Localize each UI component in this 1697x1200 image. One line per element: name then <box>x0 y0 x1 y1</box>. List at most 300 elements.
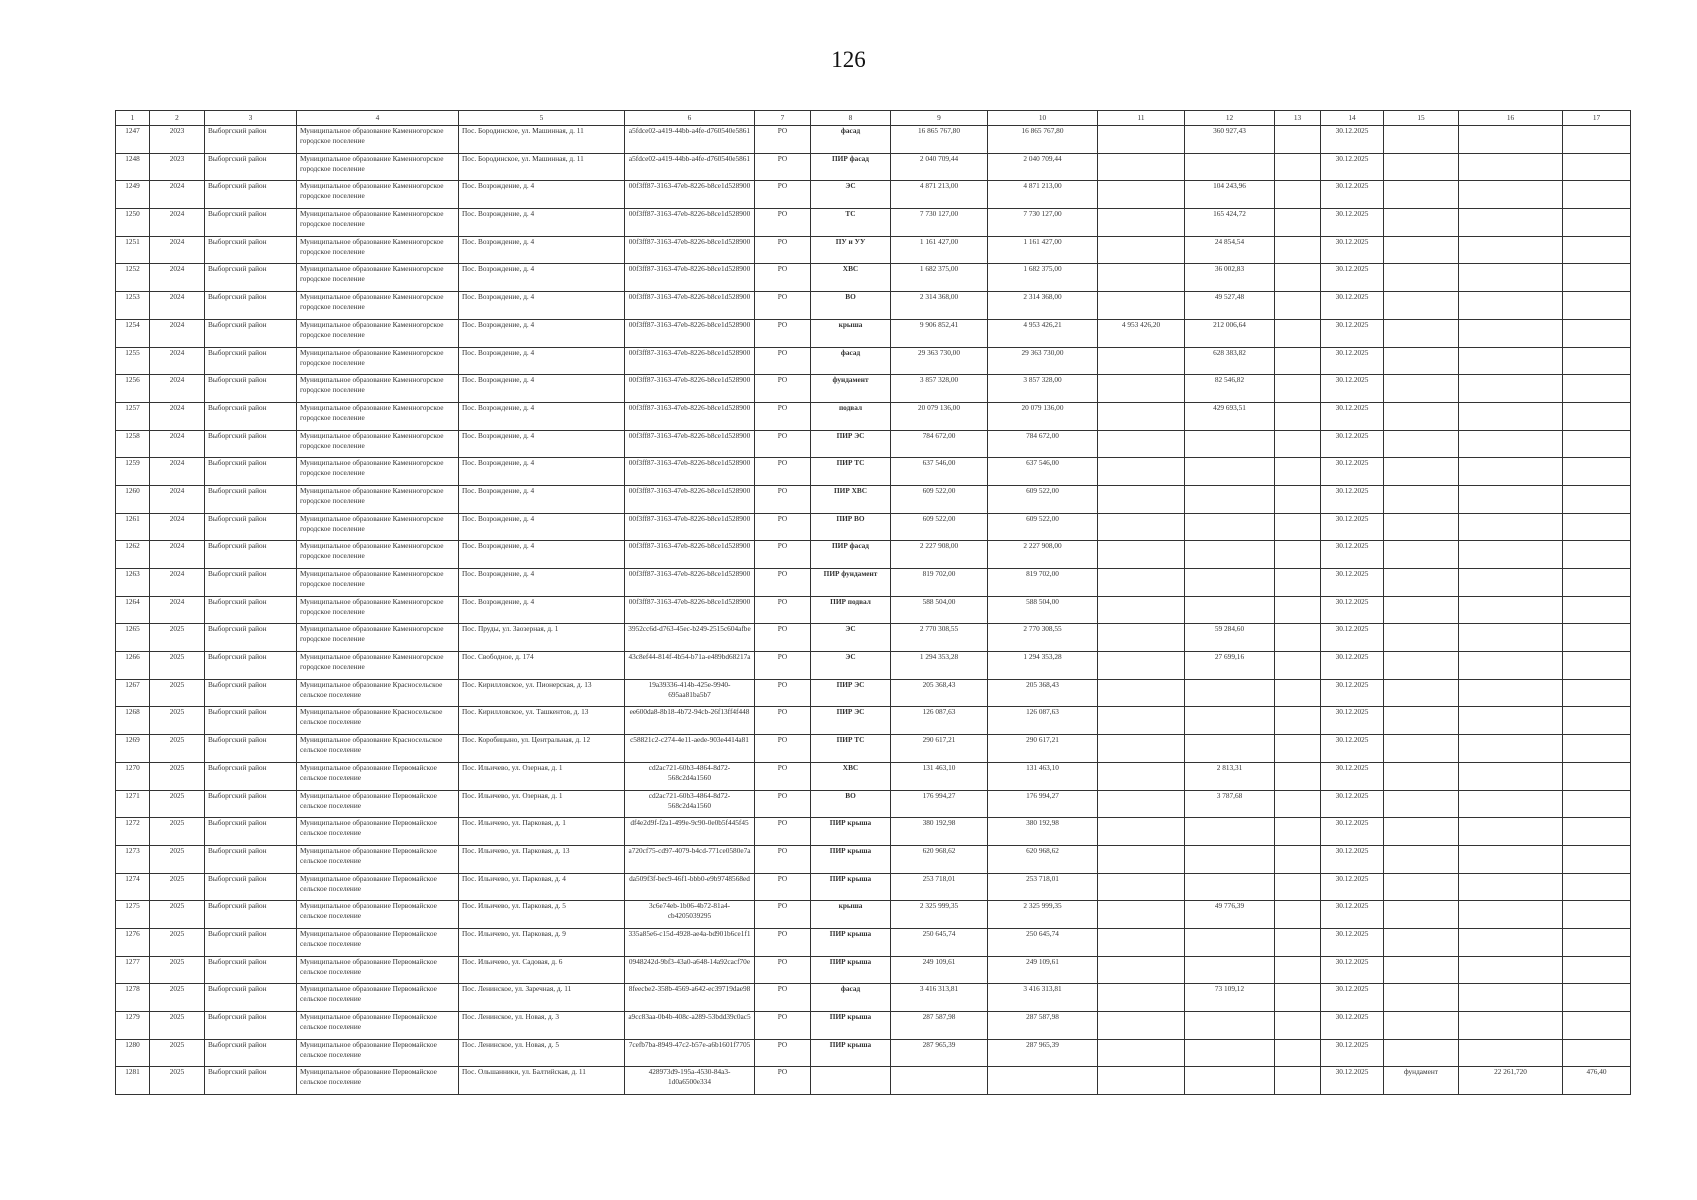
cell-deadline: 30.12.2025 <box>1321 375 1384 403</box>
cell-col-16 <box>1459 901 1563 929</box>
cell-house-guid: df4e2d9f-f2a1-499e-9c90-0e0b5f445f45 <box>625 818 755 846</box>
cell-cost-fund: 588 504,00 <box>988 596 1098 624</box>
cell-col-17 <box>1563 541 1631 569</box>
cell-col-15 <box>1384 569 1459 597</box>
cell-house-guid: 3952cc6d-d763-45ec-b249-2515c604afbe <box>625 624 755 652</box>
cell-house-guid: ee600da8-8b18-4b72-94cb-26f13ff4f448 <box>625 707 755 735</box>
cell-row-number: 1277 <box>116 956 150 984</box>
cell-work-type: ПУ и УУ <box>811 236 891 264</box>
column-header: 1 <box>116 111 150 126</box>
cell-program: РО <box>755 485 811 513</box>
cell-year: 2024 <box>150 292 205 320</box>
table-row <box>116 292 1631 320</box>
cell-construction-control <box>1185 818 1275 846</box>
cell-total-cost: 16 865 767,80 <box>891 126 988 154</box>
cell-municipality: Муниципальное образование Каменногорское городское поселение <box>297 264 459 292</box>
cell-cost-other <box>1098 679 1185 707</box>
cell-cost-fund: 784 672,00 <box>988 430 1098 458</box>
cell-row-number: 1275 <box>116 901 150 929</box>
cell-col-17 <box>1563 264 1631 292</box>
table-row <box>116 1012 1631 1040</box>
cell-program: РО <box>755 873 811 901</box>
cell-cost-fund: 3 416 313,81 <box>988 984 1098 1012</box>
cell-address: Пос. Бородинское, ул. Машинная, д. 11 <box>459 126 625 154</box>
cell-deadline: 30.12.2025 <box>1321 541 1384 569</box>
cell-col-17 <box>1563 126 1631 154</box>
cell-cost-other <box>1098 541 1185 569</box>
cell-total-cost: 176 994,27 <box>891 790 988 818</box>
cell-cost-fund: 287 587,98 <box>988 1012 1098 1040</box>
cell-work-type: ПИР крыша <box>811 956 891 984</box>
cell-col-15 <box>1384 458 1459 486</box>
cell-cost-other <box>1098 1039 1185 1067</box>
cell-municipality: Муниципальное образование Каменногорское городское поселение <box>297 236 459 264</box>
cell-house-guid: 00f3ff87-3163-47eb-8226-b8ce1d528900 <box>625 375 755 403</box>
cell-address: Пос. Возрождение, д. 4 <box>459 485 625 513</box>
cell-total-cost: 819 702,00 <box>891 569 988 597</box>
cell-address: Пос. Возрождение, д. 4 <box>459 541 625 569</box>
cell-row-number: 1255 <box>116 347 150 375</box>
cell-col-15 <box>1384 652 1459 680</box>
cell-municipality: Муниципальное образование Первомайское сельское поселение <box>297 956 459 984</box>
column-header: 11 <box>1098 111 1185 126</box>
cell-year: 2024 <box>150 485 205 513</box>
cell-col-16 <box>1459 652 1563 680</box>
cell-construction-control: 49 776,39 <box>1185 901 1275 929</box>
cell-col-13 <box>1275 153 1321 181</box>
cell-year: 2025 <box>150 762 205 790</box>
cell-cost-fund: 609 522,00 <box>988 513 1098 541</box>
cell-col-16 <box>1459 485 1563 513</box>
cell-col-15 <box>1384 375 1459 403</box>
table-row <box>116 735 1631 763</box>
column-header: 17 <box>1563 111 1631 126</box>
cell-cost-fund: 249 109,61 <box>988 956 1098 984</box>
cell-year: 2025 <box>150 624 205 652</box>
cell-col-15 <box>1384 596 1459 624</box>
cell-work-type: крыша <box>811 319 891 347</box>
cell-row-number: 1262 <box>116 541 150 569</box>
cell-row-number: 1269 <box>116 735 150 763</box>
cell-col-16 <box>1459 624 1563 652</box>
cell-house-guid: da509f3f-bec9-46f1-bbb0-e9b9748568ed <box>625 873 755 901</box>
cell-address: Пос. Ильичево, ул. Озерная, д. 1 <box>459 790 625 818</box>
cell-year: 2025 <box>150 956 205 984</box>
table-row <box>116 873 1631 901</box>
cell-row-number: 1260 <box>116 485 150 513</box>
cell-work-type: ПИР ВО <box>811 513 891 541</box>
cell-district: Выборгский район <box>205 818 297 846</box>
cell-program: РО <box>755 845 811 873</box>
cell-col-16 <box>1459 679 1563 707</box>
cell-cost-fund: 2 040 709,44 <box>988 153 1098 181</box>
cell-col-15 <box>1384 928 1459 956</box>
cell-year: 2024 <box>150 541 205 569</box>
cell-work-type: ПИР крыша <box>811 845 891 873</box>
cell-row-number: 1250 <box>116 209 150 237</box>
cell-work-type: ПИР крыша <box>811 873 891 901</box>
cell-total-cost: 380 192,98 <box>891 818 988 846</box>
cell-municipality: Муниципальное образование Каменногорское городское поселение <box>297 292 459 320</box>
cell-house-guid: a5fdce02-a419-44bb-a4fe-d760540e5861 <box>625 126 755 154</box>
table-row <box>116 236 1631 264</box>
cell-total-cost: 131 463,10 <box>891 762 988 790</box>
cell-house-guid: 00f3ff87-3163-47eb-8226-b8ce1d528900 <box>625 236 755 264</box>
cell-col-17 <box>1563 956 1631 984</box>
table-row <box>116 707 1631 735</box>
cell-year: 2024 <box>150 430 205 458</box>
cell-program: РО <box>755 762 811 790</box>
cell-col-15 <box>1384 956 1459 984</box>
cell-col-15: фундамент <box>1384 1067 1459 1095</box>
cell-construction-control <box>1185 569 1275 597</box>
cell-cost-fund: 2 770 308,55 <box>988 624 1098 652</box>
cell-col-13 <box>1275 790 1321 818</box>
cell-row-number: 1270 <box>116 762 150 790</box>
cell-house-guid: 00f3ff87-3163-47eb-8226-b8ce1d528900 <box>625 402 755 430</box>
table-row <box>116 652 1631 680</box>
cell-program: РО <box>755 818 811 846</box>
cell-municipality: Муниципальное образование Каменногорское городское поселение <box>297 402 459 430</box>
cell-house-guid: a5fdce02-a419-44bb-a4fe-d760540e5861 <box>625 153 755 181</box>
cell-municipality: Муниципальное образование Каменногорское городское поселение <box>297 624 459 652</box>
cell-work-type: ПИР крыша <box>811 818 891 846</box>
cell-address: Пос. Ильичево, ул. Парковая, д. 1 <box>459 818 625 846</box>
cell-district: Выборгский район <box>205 1067 297 1095</box>
cell-district: Выборгский район <box>205 264 297 292</box>
cell-cost-fund: 16 865 767,80 <box>988 126 1098 154</box>
cell-cost-other <box>1098 624 1185 652</box>
cell-col-16 <box>1459 818 1563 846</box>
cell-construction-control <box>1185 845 1275 873</box>
cell-cost-fund: 2 314 368,00 <box>988 292 1098 320</box>
cell-col-13 <box>1275 1067 1321 1095</box>
cell-col-13 <box>1275 485 1321 513</box>
cell-address: Пос. Возрождение, д. 4 <box>459 181 625 209</box>
cell-col-17 <box>1563 1039 1631 1067</box>
cell-cost-fund: 7 730 127,00 <box>988 209 1098 237</box>
cell-cost-fund: 290 617,21 <box>988 735 1098 763</box>
cell-col-13 <box>1275 652 1321 680</box>
cell-total-cost: 249 109,61 <box>891 956 988 984</box>
cell-cost-fund: 29 363 730,00 <box>988 347 1098 375</box>
cell-address: Пос. Пруды, ул. Заозерная, д. 1 <box>459 624 625 652</box>
cell-col-16 <box>1459 845 1563 873</box>
table-row <box>116 181 1631 209</box>
cell-work-type: ХВС <box>811 264 891 292</box>
cell-address: Пос. Ильичево, ул. Садовая, д. 6 <box>459 956 625 984</box>
cell-col-13 <box>1275 541 1321 569</box>
cell-col-16 <box>1459 264 1563 292</box>
cell-year: 2025 <box>150 818 205 846</box>
cell-municipality: Муниципальное образование Каменногорское городское поселение <box>297 485 459 513</box>
cell-total-cost: 1 682 375,00 <box>891 264 988 292</box>
cell-house-guid: 00f3ff87-3163-47eb-8226-b8ce1d528900 <box>625 319 755 347</box>
column-header: 16 <box>1459 111 1563 126</box>
cell-work-type: ПИР крыша <box>811 1039 891 1067</box>
cell-house-guid: 8feecbe2-358b-4569-a642-ec39719dae98 <box>625 984 755 1012</box>
cell-row-number: 1276 <box>116 928 150 956</box>
cell-col-13 <box>1275 319 1321 347</box>
cell-cost-other <box>1098 569 1185 597</box>
cell-work-type: ПИР ЭС <box>811 679 891 707</box>
cell-deadline: 30.12.2025 <box>1321 1012 1384 1040</box>
cell-col-15 <box>1384 264 1459 292</box>
cell-col-15 <box>1384 762 1459 790</box>
cell-district: Выборгский район <box>205 402 297 430</box>
cell-municipality: Муниципальное образование Каменногорское городское поселение <box>297 513 459 541</box>
column-header: 6 <box>625 111 755 126</box>
cell-col-13 <box>1275 458 1321 486</box>
cell-district: Выборгский район <box>205 762 297 790</box>
cell-construction-control <box>1185 956 1275 984</box>
cell-cost-fund: 4 953 426,21 <box>988 319 1098 347</box>
cell-address: Пос. Ильичево, ул. Парковая, д. 5 <box>459 901 625 929</box>
cell-work-type: ПИР крыша <box>811 1012 891 1040</box>
cell-municipality: Муниципальное образование Первомайское сельское поселение <box>297 818 459 846</box>
cell-total-cost: 2 314 368,00 <box>891 292 988 320</box>
cell-col-17 <box>1563 347 1631 375</box>
column-header: 10 <box>988 111 1098 126</box>
cell-cost-other <box>1098 347 1185 375</box>
cell-program: РО <box>755 956 811 984</box>
cell-deadline: 30.12.2025 <box>1321 1067 1384 1095</box>
cell-deadline: 30.12.2025 <box>1321 347 1384 375</box>
cell-district: Выборгский район <box>205 624 297 652</box>
cell-col-13 <box>1275 347 1321 375</box>
cell-address: Пос. Кирилловское, ул. Пионерская, д. 13 <box>459 679 625 707</box>
cell-year: 2025 <box>150 1012 205 1040</box>
cell-col-17 <box>1563 292 1631 320</box>
cell-address: Пос. Ильичево, ул. Озерная, д. 1 <box>459 762 625 790</box>
cell-house-guid: a9cc83aa-0b4b-408c-a289-53bdd39c0ac5 <box>625 1012 755 1040</box>
page-number: 126 <box>831 47 866 72</box>
cell-cost-other <box>1098 928 1185 956</box>
cell-year: 2024 <box>150 347 205 375</box>
table-row <box>116 1039 1631 1067</box>
cell-total-cost: 3 416 313,81 <box>891 984 988 1012</box>
cell-district: Выборгский район <box>205 319 297 347</box>
cell-program: РО <box>755 569 811 597</box>
cell-col-16 <box>1459 873 1563 901</box>
cell-col-16 <box>1459 209 1563 237</box>
table-row <box>116 264 1631 292</box>
cell-program: РО <box>755 347 811 375</box>
cell-construction-control <box>1185 735 1275 763</box>
cell-col-16 <box>1459 347 1563 375</box>
cell-municipality: Муниципальное образование Каменногорское городское поселение <box>297 596 459 624</box>
cell-col-17 <box>1563 735 1631 763</box>
cell-total-cost: 253 718,01 <box>891 873 988 901</box>
cell-house-guid: 00f3ff87-3163-47eb-8226-b8ce1d528900 <box>625 513 755 541</box>
cell-deadline: 30.12.2025 <box>1321 569 1384 597</box>
cell-total-cost: 1 161 427,00 <box>891 236 988 264</box>
cell-col-15 <box>1384 513 1459 541</box>
table-row <box>116 984 1631 1012</box>
cell-address: Пос. Возрождение, д. 4 <box>459 375 625 403</box>
cell-year: 2025 <box>150 1067 205 1095</box>
cell-col-15 <box>1384 845 1459 873</box>
cell-deadline: 30.12.2025 <box>1321 818 1384 846</box>
cell-address: Пос. Возрождение, д. 4 <box>459 430 625 458</box>
cell-col-17 <box>1563 319 1631 347</box>
cell-col-13 <box>1275 375 1321 403</box>
cell-cost-other <box>1098 126 1185 154</box>
table-header <box>116 111 1631 126</box>
cell-year: 2024 <box>150 596 205 624</box>
cell-year: 2025 <box>150 1039 205 1067</box>
cell-cost-other <box>1098 209 1185 237</box>
cell-col-16 <box>1459 236 1563 264</box>
cell-total-cost: 287 587,98 <box>891 1012 988 1040</box>
column-header: 13 <box>1275 111 1321 126</box>
cell-col-13 <box>1275 984 1321 1012</box>
table-row <box>116 596 1631 624</box>
cell-total-cost: 287 965,39 <box>891 1039 988 1067</box>
cell-address: Пос. Возрождение, д. 4 <box>459 596 625 624</box>
cell-work-type: ТС <box>811 209 891 237</box>
column-header: 12 <box>1185 111 1275 126</box>
cell-program: РО <box>755 181 811 209</box>
cell-row-number: 1258 <box>116 430 150 458</box>
column-header: 9 <box>891 111 988 126</box>
cell-work-type: ПИР ЭС <box>811 707 891 735</box>
cell-col-16 <box>1459 402 1563 430</box>
cell-col-16 <box>1459 153 1563 181</box>
cell-construction-control: 82 546,82 <box>1185 375 1275 403</box>
cell-program: РО <box>755 901 811 929</box>
cell-address: Пос. Ильичево, ул. Парковая, д. 9 <box>459 928 625 956</box>
cell-year: 2024 <box>150 264 205 292</box>
cell-cost-fund: 250 645,74 <box>988 928 1098 956</box>
cell-cost-other <box>1098 984 1185 1012</box>
cell-col-17 <box>1563 430 1631 458</box>
cell-col-16 <box>1459 1012 1563 1040</box>
cell-year: 2024 <box>150 209 205 237</box>
cell-deadline: 30.12.2025 <box>1321 181 1384 209</box>
cell-col-16 <box>1459 541 1563 569</box>
cell-work-type: ПИР подвал <box>811 596 891 624</box>
cell-col-17 <box>1563 984 1631 1012</box>
cell-program: РО <box>755 402 811 430</box>
cell-deadline: 30.12.2025 <box>1321 901 1384 929</box>
cell-house-guid: 00f3ff87-3163-47eb-8226-b8ce1d528900 <box>625 264 755 292</box>
cell-municipality: Муниципальное образование Красносельское сельское поселение <box>297 707 459 735</box>
cell-municipality: Муниципальное образование Каменногорское городское поселение <box>297 541 459 569</box>
cell-row-number: 1265 <box>116 624 150 652</box>
cell-col-15 <box>1384 901 1459 929</box>
cell-row-number: 1264 <box>116 596 150 624</box>
cell-house-guid: 00f3ff87-3163-47eb-8226-b8ce1d528900 <box>625 541 755 569</box>
cell-col-13 <box>1275 181 1321 209</box>
cell-house-guid: 00f3ff87-3163-47eb-8226-b8ce1d528900 <box>625 569 755 597</box>
cell-district: Выборгский район <box>205 541 297 569</box>
cell-district: Выборгский район <box>205 873 297 901</box>
cell-year: 2025 <box>150 873 205 901</box>
cell-district: Выборгский район <box>205 209 297 237</box>
cell-work-type: ПИР фасад <box>811 541 891 569</box>
cell-col-15 <box>1384 292 1459 320</box>
cell-cost-fund: 1 682 375,00 <box>988 264 1098 292</box>
cell-col-13 <box>1275 707 1321 735</box>
cell-total-cost: 2 325 999,35 <box>891 901 988 929</box>
cell-col-15 <box>1384 236 1459 264</box>
cell-year: 2025 <box>150 984 205 1012</box>
cell-row-number: 1259 <box>116 458 150 486</box>
cell-total-cost: 3 857 328,00 <box>891 375 988 403</box>
cell-construction-control: 212 006,64 <box>1185 319 1275 347</box>
cell-district: Выборгский район <box>205 126 297 154</box>
cell-year: 2024 <box>150 569 205 597</box>
cell-col-17 <box>1563 901 1631 929</box>
cell-house-guid: cd2ac721-60b3-4864-8d72-568c2d4a1560 <box>625 790 755 818</box>
cell-deadline: 30.12.2025 <box>1321 956 1384 984</box>
cell-cost-fund: 2 227 908,00 <box>988 541 1098 569</box>
cell-construction-control <box>1185 1067 1275 1095</box>
cell-deadline: 30.12.2025 <box>1321 126 1384 154</box>
table-row <box>116 569 1631 597</box>
cell-col-17 <box>1563 818 1631 846</box>
cell-program: РО <box>755 652 811 680</box>
cell-program: РО <box>755 209 811 237</box>
cell-col-13 <box>1275 735 1321 763</box>
cell-row-number: 1272 <box>116 818 150 846</box>
cell-deadline: 30.12.2025 <box>1321 873 1384 901</box>
cell-col-15 <box>1384 735 1459 763</box>
cell-work-type <box>811 1067 891 1095</box>
cell-deadline: 30.12.2025 <box>1321 236 1384 264</box>
cell-address: Пос. Возрождение, д. 4 <box>459 264 625 292</box>
cell-col-13 <box>1275 624 1321 652</box>
column-header: 2 <box>150 111 205 126</box>
cell-cost-other <box>1098 956 1185 984</box>
cell-year: 2024 <box>150 319 205 347</box>
cell-col-13 <box>1275 1039 1321 1067</box>
cell-municipality: Муниципальное образование Каменногорское городское поселение <box>297 652 459 680</box>
cell-col-17 <box>1563 569 1631 597</box>
cell-row-number: 1248 <box>116 153 150 181</box>
cell-col-17 <box>1563 790 1631 818</box>
cell-row-number: 1253 <box>116 292 150 320</box>
cell-program: РО <box>755 264 811 292</box>
cell-deadline: 30.12.2025 <box>1321 513 1384 541</box>
cell-work-type: подвал <box>811 402 891 430</box>
column-header: 4 <box>297 111 459 126</box>
cell-cost-fund: 1 161 427,00 <box>988 236 1098 264</box>
cell-deadline: 30.12.2025 <box>1321 153 1384 181</box>
cell-construction-control <box>1185 1012 1275 1040</box>
cell-municipality: Муниципальное образование Первомайское сельское поселение <box>297 928 459 956</box>
cell-total-cost: 20 079 136,00 <box>891 402 988 430</box>
cell-col-15 <box>1384 818 1459 846</box>
cell-col-17 <box>1563 679 1631 707</box>
cell-col-17 <box>1563 873 1631 901</box>
table-row <box>116 375 1631 403</box>
cell-total-cost: 7 730 127,00 <box>891 209 988 237</box>
cell-construction-control: 429 693,51 <box>1185 402 1275 430</box>
cell-work-type: фасад <box>811 984 891 1012</box>
table-row <box>116 790 1631 818</box>
cell-municipality: Муниципальное образование Каменногорское городское поселение <box>297 347 459 375</box>
cell-year: 2025 <box>150 735 205 763</box>
cell-col-16 <box>1459 956 1563 984</box>
cell-program: РО <box>755 430 811 458</box>
cell-work-type: ВО <box>811 790 891 818</box>
cell-year: 2023 <box>150 126 205 154</box>
cell-work-type: ЭС <box>811 624 891 652</box>
cell-cost-other <box>1098 430 1185 458</box>
column-header: 15 <box>1384 111 1459 126</box>
